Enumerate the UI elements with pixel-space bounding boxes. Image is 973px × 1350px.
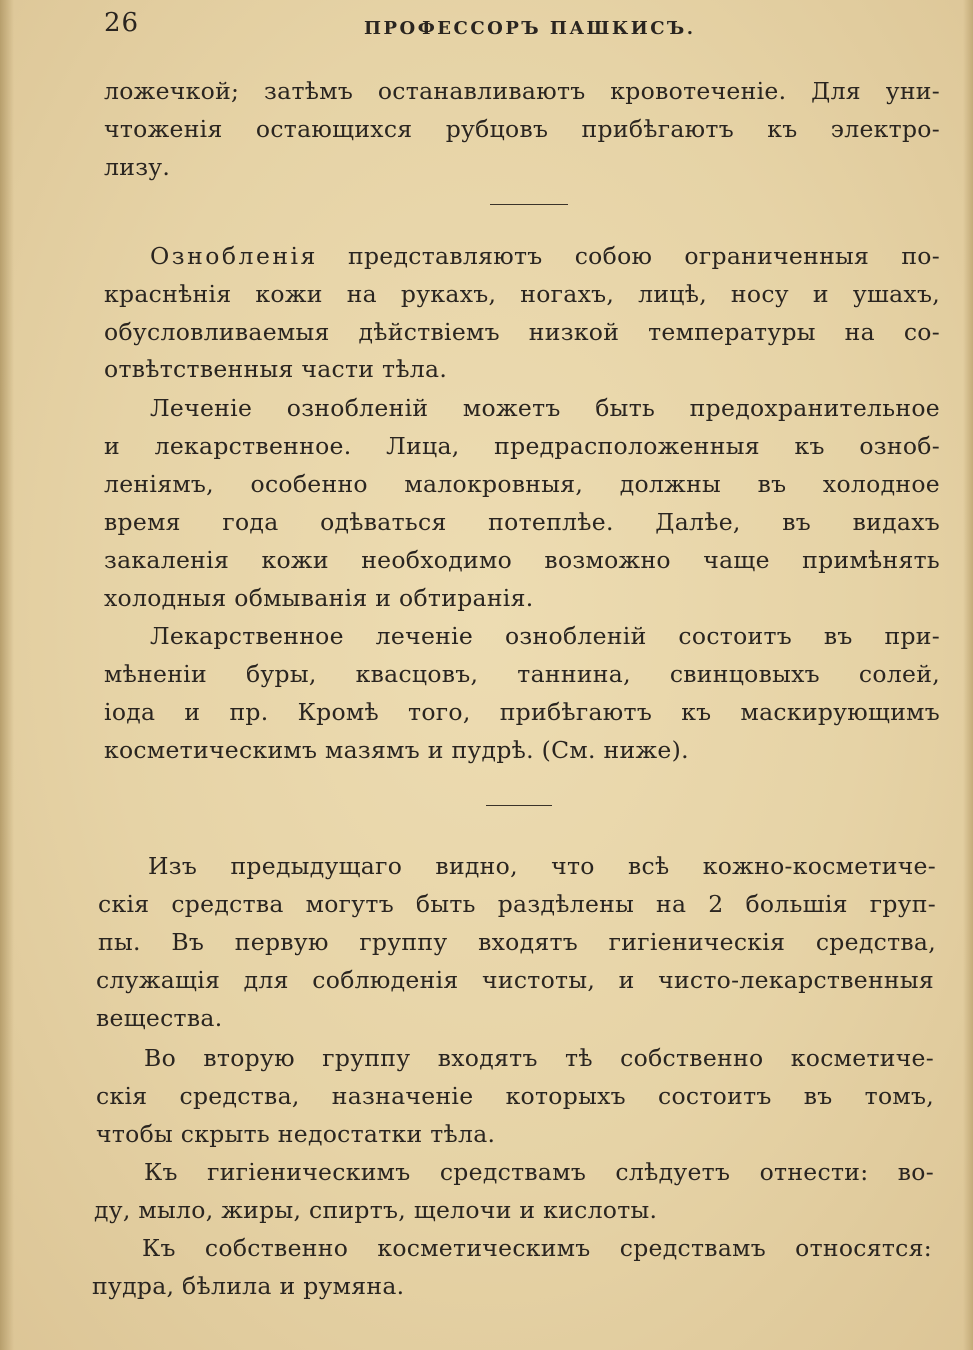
text-line: Изъ предыдущаго видно, что всѣ кожно-косметиче- — [148, 852, 936, 880]
text-line: мѣненіи буры, квасцовъ, таннина, свинцовыхъ солей, — [104, 660, 940, 688]
text-line: іода и пр. Кромѣ того, прибѣгаютъ къ маскирующимъ — [104, 698, 940, 726]
text-line: скія средства могутъ быть раздѣлены на 2 большія груп- — [98, 890, 936, 918]
text-line: Во вторую группу входятъ тѣ собственно косметиче- — [144, 1044, 934, 1072]
text-line: пудра, бѣлила и румяна. — [92, 1272, 405, 1300]
text-line: ду, мыло, жиры, спиртъ, щелочи и кислоты. — [94, 1196, 658, 1224]
text-line: Къ собственно косметическимъ средствамъ относятся: — [142, 1234, 932, 1262]
text-line: лизу. — [104, 153, 171, 181]
text-line: Къ гигіеническимъ средствамъ слѣдуетъ отнести: во- — [144, 1158, 934, 1186]
section-divider — [490, 204, 568, 205]
text-line: отвѣтственныя части тѣла. — [104, 355, 448, 383]
text-line: время года одѣваться потеплѣе. Далѣе, въ видахъ — [104, 508, 940, 536]
page-number: 26 — [104, 8, 140, 38]
text-line: и лекарственное. Лица, предрасположенныя къ озноб- — [104, 432, 940, 460]
text-line: представляютъ собою ограниченныя по- — [348, 242, 940, 270]
text-line: служащія для соблюденія чистоты, и чисто-лекарственныя — [96, 966, 934, 994]
text-line: чтоженія остающихся рубцовъ прибѣгаютъ къ электро- — [104, 115, 940, 143]
section-divider — [486, 805, 552, 806]
text-line: закаленія кожи необходимо возможно чаще примѣнять — [104, 546, 940, 574]
text-line: Леченіе ознобленій можетъ быть предохранительное — [150, 394, 940, 422]
text-line: леніямъ, особенно малокровныя, должны въ холодное — [104, 470, 940, 498]
text-line: Лекарственное леченіе ознобленій состоитъ въ при- — [150, 622, 940, 650]
text-line: обусловливаемыя дѣйствіемъ низкой температуры на со- — [104, 318, 940, 346]
page-edge-shadow-right — [963, 0, 973, 1350]
text-line: косметическимъ мазямъ и пудрѣ. (См. ниже). — [104, 736, 689, 764]
text-line: скія средства, назначеніе которыхъ состоитъ въ томъ, — [96, 1082, 934, 1110]
text-line: пы. Въ первую группу входятъ гигіеническія средства, — [98, 928, 936, 956]
running-title: ПРОФЕССОРЪ ПАШКИСЪ. — [364, 18, 696, 39]
text-line: ложечкой; затѣмъ останавливаютъ кровотеченіе. Для уни- — [104, 77, 940, 105]
text-line: холодныя обмыванія и обтиранія. — [104, 584, 534, 612]
text-line: вещества. — [96, 1004, 223, 1032]
text-line: краснѣнія кожи на рукахъ, ногахъ, лицѣ, носу и ушахъ, — [104, 280, 940, 308]
page-edge-shadow-left — [0, 0, 14, 1350]
lead-term: Ознобленія — [150, 242, 318, 270]
text-line: чтобы скрыть недостатки тѣла. — [96, 1120, 496, 1148]
